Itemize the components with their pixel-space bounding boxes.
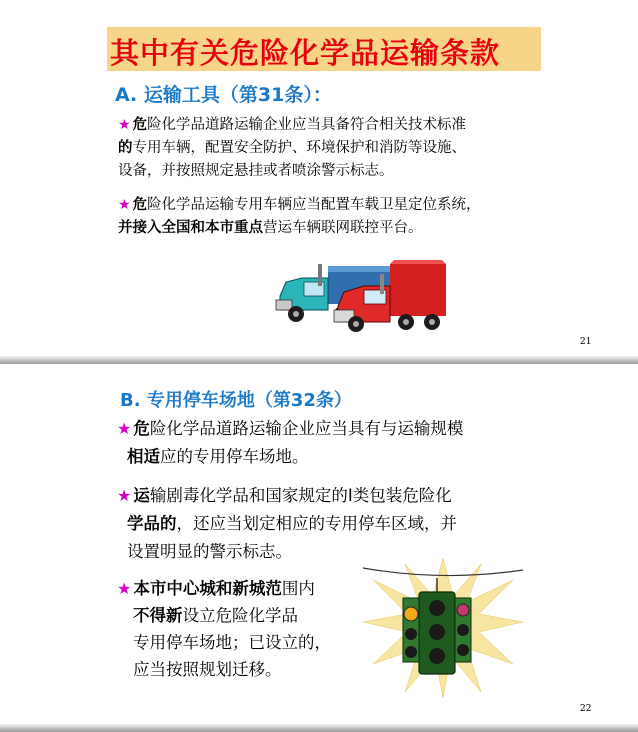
star-icon: ★	[118, 197, 131, 213]
page-number: 21	[580, 337, 592, 347]
traffic-light-icon	[363, 558, 523, 698]
page-number: 22	[580, 704, 592, 714]
slide-separator	[0, 356, 638, 364]
slide-22	[0, 364, 638, 724]
slide-title: 其中有关危险化学品运输条款	[110, 36, 501, 70]
section-heading-a: A. 运输工具（第31条）：	[115, 84, 332, 106]
star-icon: ★	[117, 419, 132, 438]
bullet-parking-site: ★ 危险化学品道路运输企业应当具有与运输规模 相适应的专用停车场地。	[117, 419, 464, 466]
section-heading-b: B. 专用停车场地（第32条）	[120, 390, 352, 411]
star-icon: ★	[117, 486, 132, 505]
bullet-city-center: ★ 本市中心城和新城范围内 不得新设立危险化学品 专用停车场地；已设立的， 应当按照规划迁移。	[117, 579, 331, 679]
bullet-vehicle-standards: ★ 危险化学品道路运输企业应当具备符合相关技术标准 的专用车辆，配置安全防护、环境保护和消防等设施、 设备，并按照规定悬挂或者喷涂警示标志。	[118, 117, 467, 179]
star-icon: ★	[117, 579, 132, 598]
trucks-icon	[272, 260, 450, 332]
star-icon: ★	[118, 117, 131, 133]
bullet-gps-system: ★ 危险化学品运输专用车辆应当配置车载卫星定位系统， 并接入全国和本市重点营运车辆联网联控平台。	[118, 197, 481, 236]
slide-21	[0, 0, 638, 356]
bullet-toxic-parking: ★ 运输剧毒化学品和国家规定的Ⅰ类包装危险化 学品的，还应当划定相应的专用停车区域，并 设置明显的警示标志。	[117, 486, 457, 561]
